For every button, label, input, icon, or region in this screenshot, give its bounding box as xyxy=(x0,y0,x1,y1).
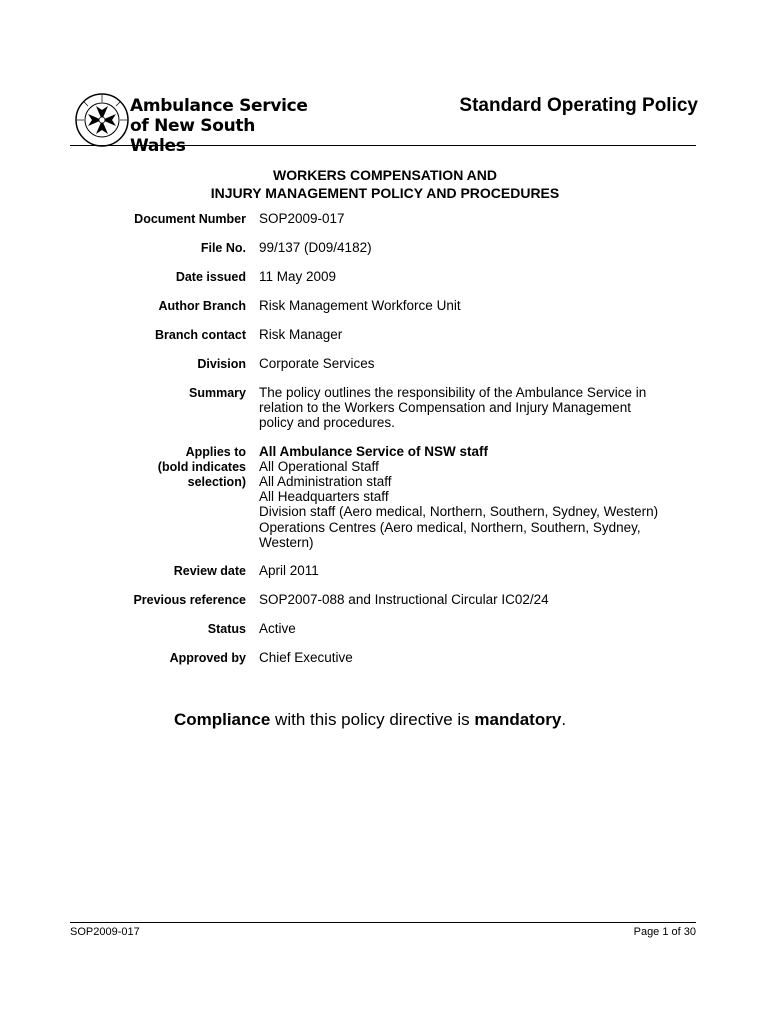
title-line-1: WORKERS COMPENSATION AND xyxy=(273,167,497,183)
meta-value: Risk Manager xyxy=(259,327,343,342)
meta-row-author-branch xyxy=(70,298,710,314)
meta-row-status xyxy=(70,621,710,637)
meta-label: Review date xyxy=(173,564,246,579)
summary-text xyxy=(259,385,669,431)
maltese-cross-seal-icon xyxy=(74,92,130,148)
compliance-word: Compliance xyxy=(173,710,271,729)
applies-to-option: Division staff (Aero medical, Northern, Southern, Sydney, Western) xyxy=(259,504,659,520)
meta-row-previous-reference xyxy=(70,592,710,608)
summary-line: policy and procedures. xyxy=(259,415,395,431)
footer-page-number: Page 1 of 30 xyxy=(633,926,696,938)
applies-to-option: Operations Centres (Aero medical, Northern, Southern, Sydney, xyxy=(259,519,641,535)
meta-label: Status xyxy=(207,622,246,637)
meta-label xyxy=(70,444,246,490)
applies-to-option: All Administration staff xyxy=(259,474,392,490)
meta-value: 11 May 2009 xyxy=(259,269,337,284)
meta-label: Date issued xyxy=(175,270,246,284)
meta-row-file-no xyxy=(70,240,710,256)
meta-row-division xyxy=(70,356,710,372)
title-line-2: INJURY MANAGEMENT POLICY AND PROCEDURES xyxy=(210,185,560,201)
summary-line: The policy outlines the responsibility of the Ambulance Service in xyxy=(259,385,647,400)
document-type-heading: Standard Operating Policy xyxy=(459,95,698,116)
applies-to-list xyxy=(259,444,669,550)
footer-divider xyxy=(70,922,696,923)
meta-label: Author Branch xyxy=(158,299,246,313)
applies-to-option: All Headquarters staff xyxy=(259,489,389,505)
compliance-end: . xyxy=(561,710,567,729)
meta-label: Summary xyxy=(189,386,246,400)
brand-name xyxy=(130,96,314,156)
meta-label: Previous reference xyxy=(133,593,246,608)
meta-value: Chief Executive xyxy=(259,650,353,666)
meta-row-applies-to xyxy=(70,444,710,550)
applies-to-label-line: (bold indicates xyxy=(157,459,246,474)
meta-row-date-issued xyxy=(70,269,710,285)
document-metadata xyxy=(70,211,710,679)
footer-doc-id: SOP2009-017 xyxy=(70,926,140,938)
meta-value: Active xyxy=(259,621,296,637)
ambulance-logo xyxy=(74,92,314,156)
mandatory-word: mandatory xyxy=(474,710,562,729)
meta-row-branch-contact xyxy=(70,327,710,343)
meta-label: Division xyxy=(197,357,246,371)
applies-to-selected: All Ambulance Service of NSW staff xyxy=(259,443,489,459)
brand-line-1: Ambulance Service xyxy=(130,96,308,116)
meta-label: File No. xyxy=(200,241,246,255)
applies-to-label-line: Applies to xyxy=(185,444,246,459)
meta-row-approved-by xyxy=(70,650,710,666)
meta-label: Approved by xyxy=(169,651,246,666)
applies-to-label-line: selection) xyxy=(187,474,246,489)
header-divider xyxy=(70,145,696,146)
meta-row-document-number xyxy=(70,211,710,227)
meta-value: SOP2007-088 and Instructional Circular IC02/24 xyxy=(259,592,549,608)
meta-value: Risk Management Workforce Unit xyxy=(259,298,461,313)
meta-label: Document Number xyxy=(134,212,246,226)
meta-value: Corporate Services xyxy=(259,356,375,371)
meta-row-review-date xyxy=(70,563,710,579)
meta-row-summary xyxy=(70,385,710,431)
compliance-statement xyxy=(70,710,670,730)
brand-line-2: of New South Wales xyxy=(130,116,256,156)
meta-label: Branch contact xyxy=(155,328,246,342)
meta-value: SOP2009-017 xyxy=(259,211,345,226)
document-title xyxy=(120,166,650,202)
compliance-middle: with this policy directive is xyxy=(270,710,475,729)
meta-value: April 2011 xyxy=(259,563,319,579)
applies-to-option: Western) xyxy=(259,534,314,550)
summary-line: relation to the Workers Compensation and Injury Management xyxy=(259,400,631,416)
applies-to-option: All Operational Staff xyxy=(259,458,379,474)
meta-value: 99/137 (D09/4182) xyxy=(259,240,372,255)
